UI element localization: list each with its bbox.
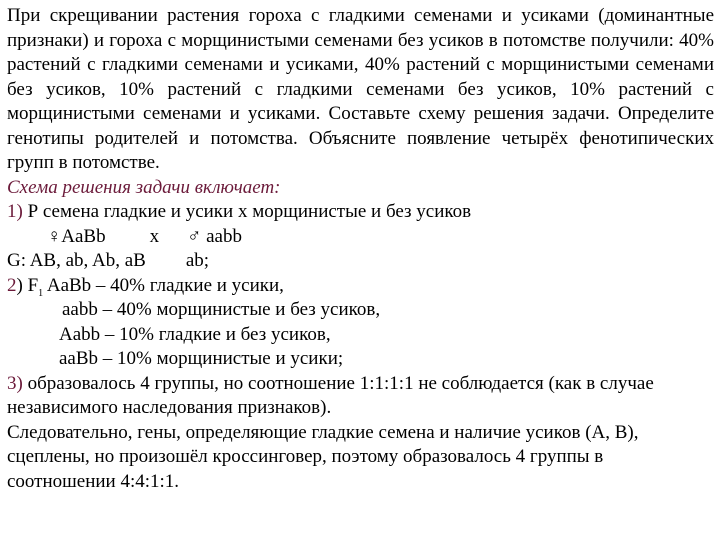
scheme-title-text: Схема решения задачи включает xyxy=(7,176,275,198)
step-2-number: 2 xyxy=(7,274,17,296)
scheme-title-colon: : xyxy=(274,176,281,198)
step-1-line xyxy=(7,200,714,225)
scheme-heading xyxy=(7,176,714,201)
female-symbol: ♀ xyxy=(47,225,62,247)
offspring-row-4: aaBb – 10% морщинистые и усики; xyxy=(59,348,344,369)
gametes-label: G: xyxy=(7,250,26,271)
step-3-paragraph xyxy=(7,372,714,421)
offspring-row-3-line xyxy=(7,323,714,348)
conclusion-paragraph: Следовательно, гены, определяющие гладкие семена и наличие усиков (А, В), сцеплены, но произошёл кроссинговер, поэтому образовалось 4 группы в соотношении 4:4:1:1. xyxy=(7,421,639,492)
offspring-row-3: Aabb – 10% гладкие и без усиков, xyxy=(59,323,331,345)
male-genotype: aabb xyxy=(206,225,242,247)
offspring-row-2: aabb – 40% морщинистые и без усиков, xyxy=(62,299,381,320)
gametes-male: ab; xyxy=(185,250,210,271)
task-text: При скрещивании растения гороха с гладкими семенами и усиками (доминантные признаки) и гороха с морщинистыми семенами без усиков в потомстве получили: 40% растений с гладкими семенами и усиками, 40% растений с морщинистыми семенами без усиков, 10% растений с гладкими семенами без усиков, 10% растений с морщинистыми семенами и усиками. Составьте схему решения задачи. Определите генотипы родителей и потомства. Объясните появление четырёх фенотипических групп в потомстве. xyxy=(7,5,714,173)
step-1-number: 1) xyxy=(7,201,23,222)
offspring-row-2-line xyxy=(7,298,714,323)
gametes-female: AB, ab, Ab, aB xyxy=(26,250,146,271)
parents-genotypes-line xyxy=(7,225,714,250)
male-symbol: ♂ xyxy=(187,225,202,247)
female-genotype: AaBb xyxy=(61,225,106,247)
step-2-line xyxy=(7,274,714,299)
step-1-text: Р семена гладкие и усики х морщинистые и без усиков xyxy=(22,201,472,222)
document-page xyxy=(7,4,714,494)
f1-subscript: 1 xyxy=(38,287,44,299)
offspring-row-1: AaBb – 40% гладкие и усики, xyxy=(43,274,284,296)
cross-symbol: x xyxy=(149,225,160,247)
step-3-text: образовалось 4 группы, но соотношение 1:1:1:1 не соблюдается (как в случае независимого наследования признаков). xyxy=(7,372,654,418)
f1-label: F xyxy=(22,274,39,296)
step-2-paren: ) xyxy=(16,274,23,296)
offspring-row-4-line xyxy=(7,347,714,372)
gametes-line xyxy=(7,249,714,274)
step-3-number: 3) xyxy=(7,372,23,394)
